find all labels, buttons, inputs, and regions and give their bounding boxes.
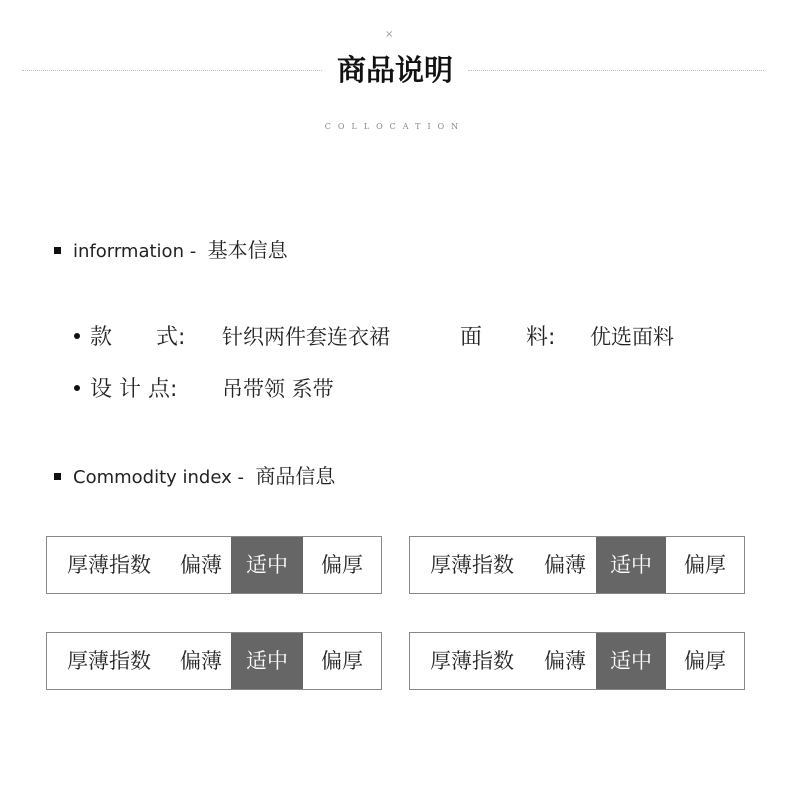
thickness-index-title: 厚薄指数 bbox=[430, 553, 514, 577]
page-subtitle: COLLOCATION bbox=[324, 122, 466, 131]
fabric-value: 优选面料 bbox=[590, 325, 674, 349]
option-thick: 偏厚 bbox=[321, 553, 363, 577]
thickness-index-box bbox=[46, 536, 382, 594]
info-row-design bbox=[74, 374, 334, 405]
info-row-style bbox=[74, 322, 674, 353]
thickness-index-box bbox=[46, 632, 382, 690]
option-thick: 偏厚 bbox=[321, 649, 363, 673]
bullet-dot-icon bbox=[74, 385, 80, 391]
option-thin: 偏薄 bbox=[544, 553, 586, 577]
option-thin: 偏薄 bbox=[544, 649, 586, 673]
option-thin: 偏薄 bbox=[180, 649, 222, 673]
option-thick: 偏厚 bbox=[684, 649, 726, 673]
thickness-index-title: 厚薄指数 bbox=[67, 649, 151, 673]
section-commodity-index bbox=[54, 464, 335, 490]
option-medium-selected: 适中 bbox=[231, 537, 303, 593]
section-information-cn: 基本信息 bbox=[207, 238, 288, 262]
page-title-text: 商品说明 bbox=[325, 53, 465, 87]
thickness-index-box bbox=[409, 536, 745, 594]
bullet-dot-icon bbox=[74, 333, 80, 339]
section-commodity-cn: 商品信息 bbox=[255, 464, 336, 488]
thickness-index-title: 厚薄指数 bbox=[67, 553, 151, 577]
section-information bbox=[54, 238, 288, 264]
option-medium-selected: 适中 bbox=[231, 633, 303, 689]
page-title bbox=[0, 50, 790, 90]
option-medium-selected: 适中 bbox=[596, 633, 666, 689]
section-information-en: inforrmation - bbox=[73, 241, 197, 262]
fabric-label: 面 料: bbox=[460, 325, 556, 350]
section-commodity-en: Commodity index - bbox=[73, 467, 244, 488]
thickness-index-title: 厚薄指数 bbox=[430, 649, 514, 673]
square-bullet-icon bbox=[54, 473, 61, 480]
design-label: 设 计 点: bbox=[90, 377, 178, 402]
option-medium-selected: 适中 bbox=[596, 537, 666, 593]
option-thin: 偏薄 bbox=[180, 553, 222, 577]
square-bullet-icon bbox=[54, 247, 61, 254]
close-mark-icon: × bbox=[385, 29, 394, 40]
style-label: 款 式: bbox=[90, 325, 186, 350]
style-value: 针织两件套连衣裙 bbox=[222, 325, 390, 349]
option-thick: 偏厚 bbox=[684, 553, 726, 577]
design-value: 吊带领 系带 bbox=[222, 377, 334, 401]
thickness-index-box bbox=[409, 632, 745, 690]
